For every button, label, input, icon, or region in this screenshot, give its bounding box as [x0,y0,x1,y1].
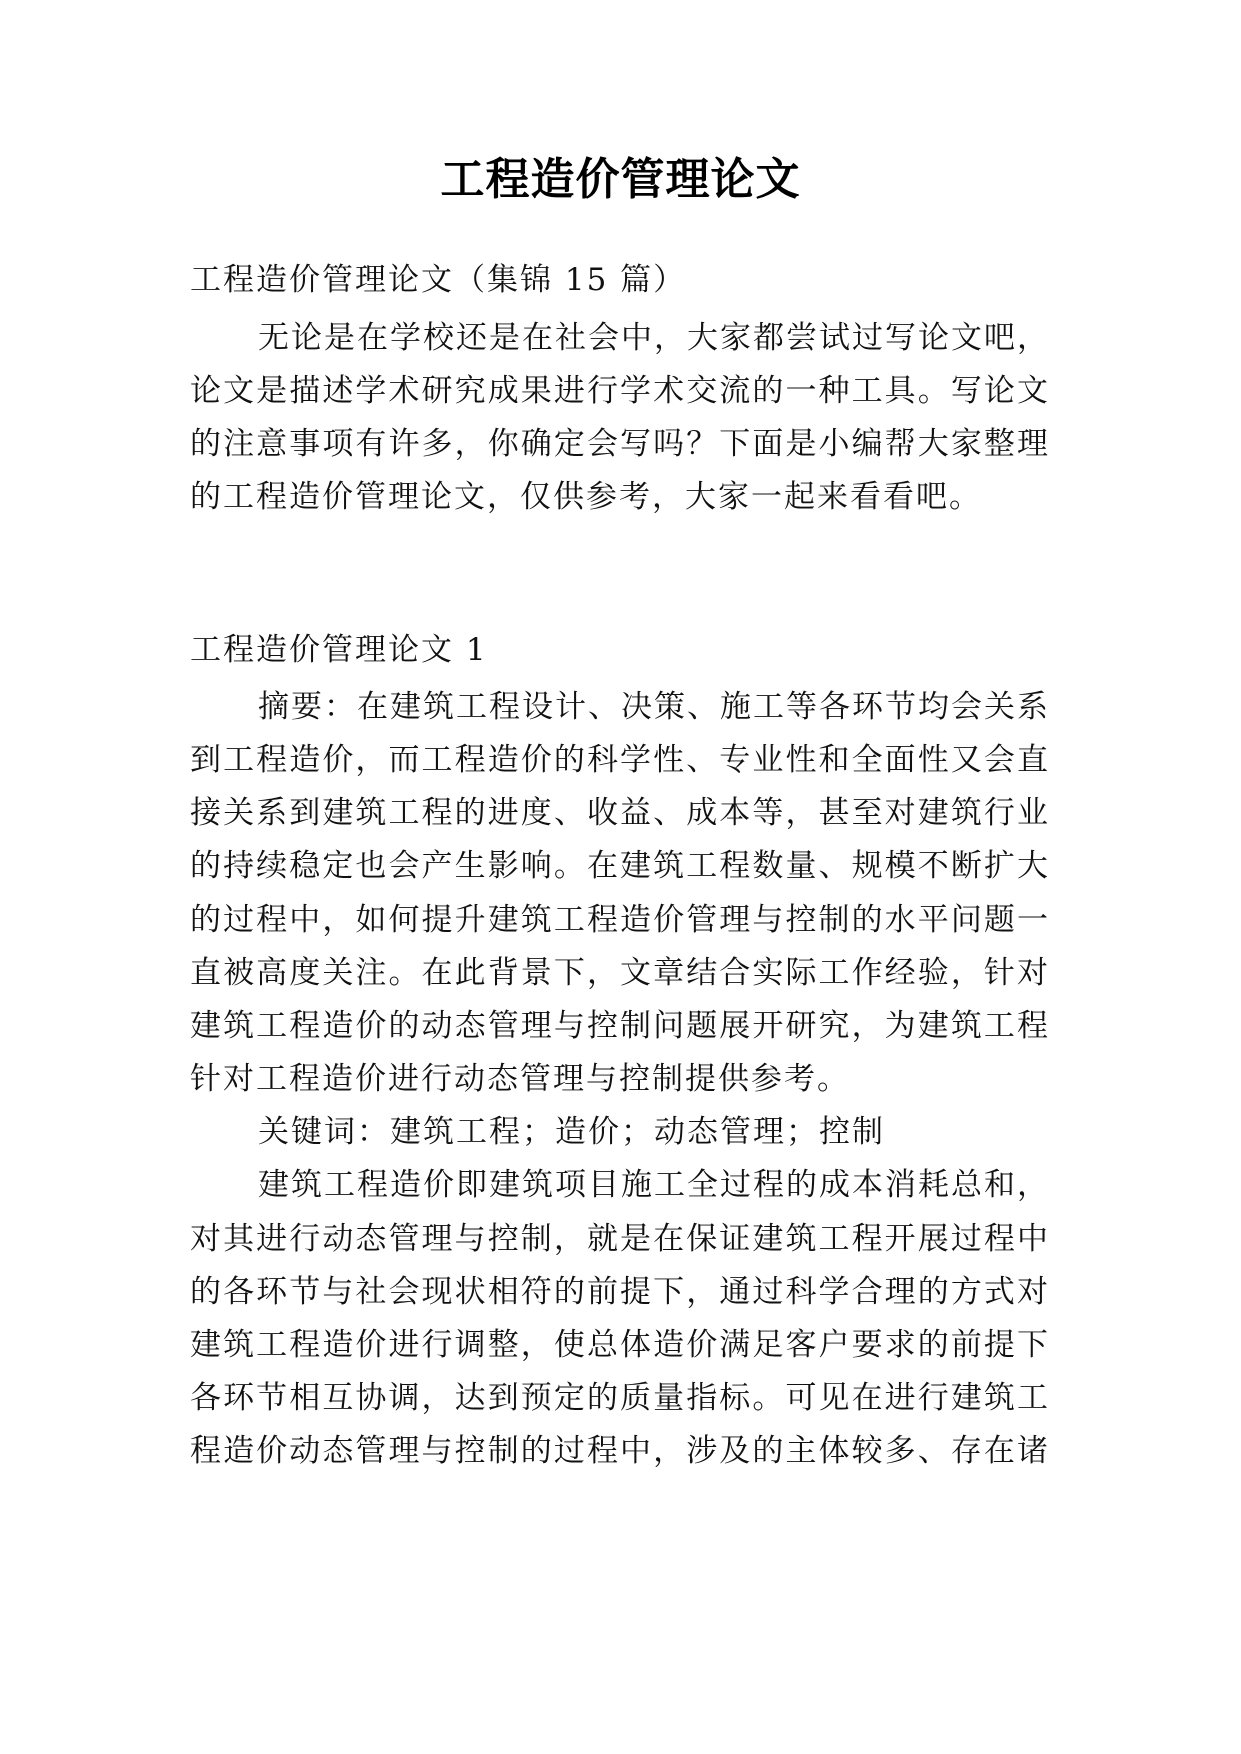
abstract-line: 针对工程造价进行动态管理与控制提供参考。 [190,1061,850,1097]
intro-line: 的工程造价管理论文，仅供参考，大家一起来看看吧。 [190,479,982,515]
abstract-line: 接关系到建筑工程的进度、收益、成本等，甚至对建筑行业 [190,795,1050,831]
abstract-line: 的过程中，如何提升建筑工程造价管理与控制的水平问题一 [190,902,1050,938]
collection-heading: 工程造价管理论文（集锦 15 篇） [190,262,687,298]
body-line: 对其进行动态管理与控制，就是在保证建筑工程开展过程中 [190,1221,1050,1257]
body-line: 建筑工程造价进行调整，使总体造价满足客户要求的前提下 [190,1327,1050,1363]
intro-line: 的注意事项有许多，你确定会写吗？下面是小编帮大家整理 [190,426,1050,462]
abstract-line: 到工程造价，而工程造价的科学性、专业性和全面性又会直 [190,742,1050,778]
body-line: 程造价动态管理与控制的过程中，涉及的主体较多、存在诸 [190,1433,1050,1469]
abstract-line: 直被高度关注。在此背景下，文章结合实际工作经验，针对 [190,955,1050,991]
body-line: 的各环节与社会现状相符的前提下，通过科学合理的方式对 [190,1274,1050,1310]
abstract-line: 的持续稳定也会产生影响。在建筑工程数量、规模不断扩大 [190,848,1050,884]
keywords-line: 关键词：建筑工程；造价；动态管理；控制 [258,1114,885,1150]
document-title: 工程造价管理论文 [440,154,801,205]
section-heading: 工程造价管理论文 1 [190,632,488,668]
abstract-line: 建筑工程造价的动态管理与控制问题展开研究，为建筑工程 [190,1008,1050,1044]
body-line: 建筑工程造价即建筑项目施工全过程的成本消耗总和， [258,1167,1050,1203]
intro-line: 无论是在学校还是在社会中，大家都尝试过写论文吧， [258,320,1050,356]
abstract-line: 摘要：在建筑工程设计、决策、施工等各环节均会关系 [258,689,1050,725]
intro-line: 论文是描述学术研究成果进行学术交流的一种工具。写论文 [190,373,1050,409]
body-line: 各环节相互协调，达到预定的质量指标。可见在进行建筑工 [190,1380,1050,1416]
